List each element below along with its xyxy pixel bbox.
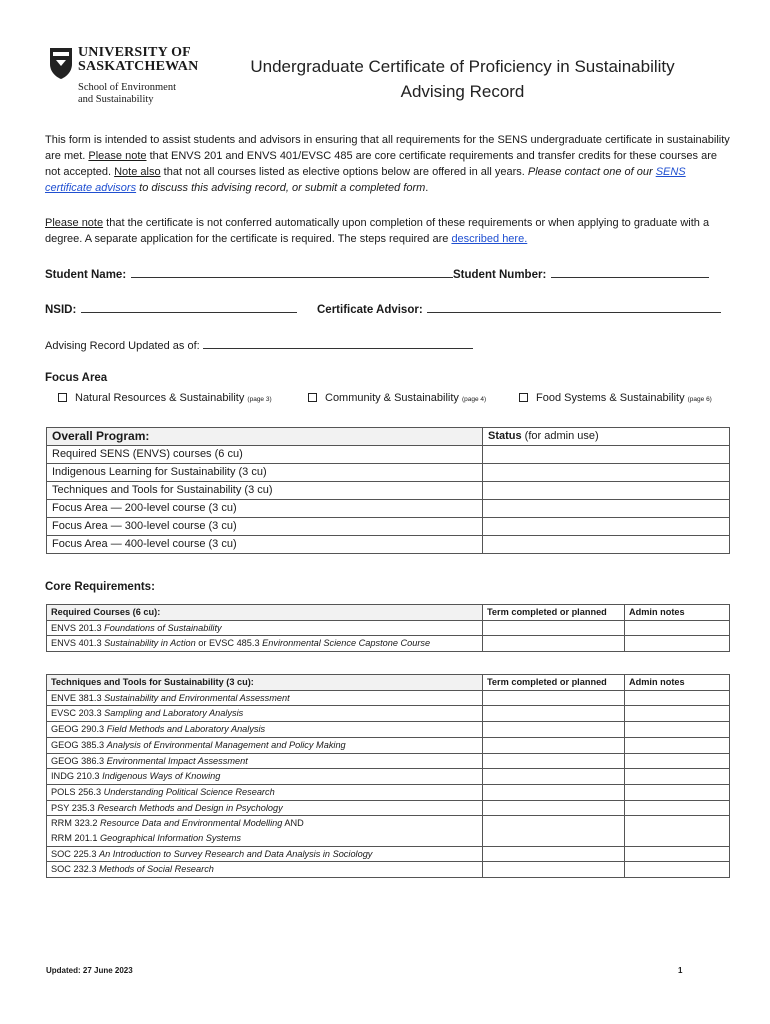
focus-option-food-systems[interactable]: Food Systems & Sustainability (page 6) [519, 392, 712, 404]
student-number-field[interactable]: Student Number: [453, 265, 709, 283]
admin-notes-cell[interactable] [625, 753, 730, 769]
table-row: Focus Area — 200-level course (3 cu) [47, 500, 730, 518]
overall-program-table [46, 427, 730, 554]
term-cell[interactable] [483, 636, 625, 652]
admin-notes-cell[interactable] [625, 706, 730, 722]
table-row: RRM 323.2 Resource Data and Environmental Modelling AND RRM 201.1 Geographical Information Systems [47, 816, 730, 846]
admin-notes-cell[interactable] [625, 769, 730, 785]
table-header-row [47, 428, 730, 446]
term-cell[interactable] [483, 862, 625, 878]
page-title [190, 54, 735, 104]
student-name-field[interactable]: Student Name: [45, 265, 453, 283]
table-row: Indigenous Learning for Sustainability (3 cu) [47, 464, 730, 482]
table-row: Techniques and Tools for Sustainability (3 cu) [47, 482, 730, 500]
focus-option-community[interactable]: Community & Sustainability (page 4) [308, 392, 486, 404]
school-name-line2: and Sustainability [78, 94, 154, 105]
admin-notes-cell[interactable] [625, 722, 730, 738]
university-logo [48, 44, 199, 110]
table-header-row: Techniques and Tools for Sustainability (3 cu): Term completed or planned Admin notes [47, 675, 730, 691]
table-row: Required SENS (ENVS) courses (6 cu) [47, 446, 730, 464]
overall-program-header: Overall Program: [47, 428, 483, 446]
title-line1: Undergraduate Certificate of Proficiency in Sustainability [250, 57, 675, 76]
table-row: ENVS 401.3 Sustainability in Action or EVSC 485.3 Environmental Science Capstone Course [47, 636, 730, 652]
table-row: SOC 225.3 An Introduction to Survey Research and Data Analysis in Sociology [47, 846, 730, 862]
admin-notes-cell[interactable] [625, 862, 730, 878]
school-name-line1: School of Environment [78, 82, 176, 93]
certificate-note-paragraph: Please note that the certificate is not conferred automatically upon completion of these requirements or when applying to graduate with a degree. A separate application for the certificate is required. The steps required are described here. [45, 217, 710, 245]
table-row: SOC 232.3 Methods of Social Research [47, 862, 730, 878]
admin-notes-cell[interactable] [625, 784, 730, 800]
table-row: POLS 256.3 Understanding Political Science Research [47, 784, 730, 800]
table-row: EVSC 203.3 Sampling and Laboratory Analysis [47, 706, 730, 722]
term-cell[interactable] [483, 753, 625, 769]
advisor-line[interactable] [427, 301, 721, 313]
updated-as-of-line[interactable] [203, 337, 473, 349]
status-cell[interactable] [483, 482, 730, 500]
advisor-field[interactable]: Certificate Advisor: [317, 300, 721, 318]
admin-notes-cell[interactable] [625, 816, 730, 846]
status-cell[interactable] [483, 464, 730, 482]
table-row: GEOG 385.3 Analysis of Environmental Management and Policy Making [47, 737, 730, 753]
admin-notes-cell[interactable] [625, 690, 730, 706]
term-cell[interactable] [483, 722, 625, 738]
focus-area-heading: Focus Area [45, 372, 108, 384]
intro-paragraph: This form is intended to assist students and advisors in ensuring that all requirements for the SENS undergraduate certificate in sustainability are met. Please note that ENVS 201 and ENVS 401/EVSC 485 are core certificate requirements and transfer credits for these courses are not accepted. Note also that not all courses listed as elective options below are offered in all years. Please contact one of our SENS certificate advisors to discuss this advising record, or submit a completed form. [45, 134, 730, 194]
admin-notes-cell[interactable] [625, 620, 730, 636]
table-row: ENVE 381.3 Sustainability and Environmental Assessment [47, 690, 730, 706]
status-header: Status (for admin use) [483, 428, 730, 446]
student-name-line[interactable] [131, 266, 453, 278]
crest-icon [48, 46, 74, 80]
student-number-line[interactable] [551, 266, 709, 278]
table-header-row: Required Courses (6 cu): Term completed or planned Admin notes [47, 605, 730, 621]
term-cell[interactable] [483, 620, 625, 636]
table-row: GEOG 386.3 Environmental Impact Assessment [47, 753, 730, 769]
nsid-field[interactable]: NSID: [45, 300, 297, 318]
application-steps-link[interactable]: described here. [451, 233, 528, 245]
university-name-line2: SASKATCHEWAN [78, 59, 199, 74]
checkbox-icon[interactable] [308, 393, 317, 402]
term-cell[interactable] [483, 784, 625, 800]
checkbox-icon[interactable] [58, 393, 67, 402]
table-row: GEOG 290.3 Field Methods and Laboratory Analysis [47, 722, 730, 738]
term-cell[interactable] [483, 816, 625, 846]
status-cell[interactable] [483, 446, 730, 464]
footer-updated-date: Updated: 27 June 2023 [46, 966, 133, 975]
table-row: ENVS 201.3 Foundations of Sustainability [47, 620, 730, 636]
table-row: PSY 235.3 Research Methods and Design in Psychology [47, 800, 730, 816]
nsid-line[interactable] [81, 301, 297, 313]
page-number: 1 [678, 966, 683, 975]
core-requirements-heading: Core Requirements: [45, 581, 155, 593]
table-row: Focus Area — 300-level course (3 cu) [47, 518, 730, 536]
admin-notes-cell[interactable] [625, 846, 730, 862]
status-cell[interactable] [483, 500, 730, 518]
advisors-link[interactable]: SENS certificate advisors [45, 166, 686, 194]
required-courses-table [46, 604, 730, 652]
techniques-tools-table [46, 674, 730, 878]
term-cell[interactable] [483, 690, 625, 706]
status-cell[interactable] [483, 536, 730, 554]
term-cell[interactable] [483, 846, 625, 862]
admin-notes-cell[interactable] [625, 800, 730, 816]
title-line2: Advising Record [400, 82, 525, 101]
term-cell[interactable] [483, 706, 625, 722]
table-row: INDG 210.3 Indigenous Ways of Knowing [47, 769, 730, 785]
table-row: Focus Area — 400-level course (3 cu) [47, 536, 730, 554]
admin-notes-cell[interactable] [625, 737, 730, 753]
status-cell[interactable] [483, 518, 730, 536]
updated-as-of-field[interactable]: Advising Record Updated as of: [45, 337, 473, 352]
term-cell[interactable] [483, 737, 625, 753]
admin-notes-cell[interactable] [625, 636, 730, 652]
term-cell[interactable] [483, 800, 625, 816]
focus-option-natural-resources[interactable]: Natural Resources & Sustainability (page 3) [58, 392, 272, 404]
checkbox-icon[interactable] [519, 393, 528, 402]
university-name-line1: UNIVERSITY OF [78, 45, 191, 60]
term-cell[interactable] [483, 769, 625, 785]
